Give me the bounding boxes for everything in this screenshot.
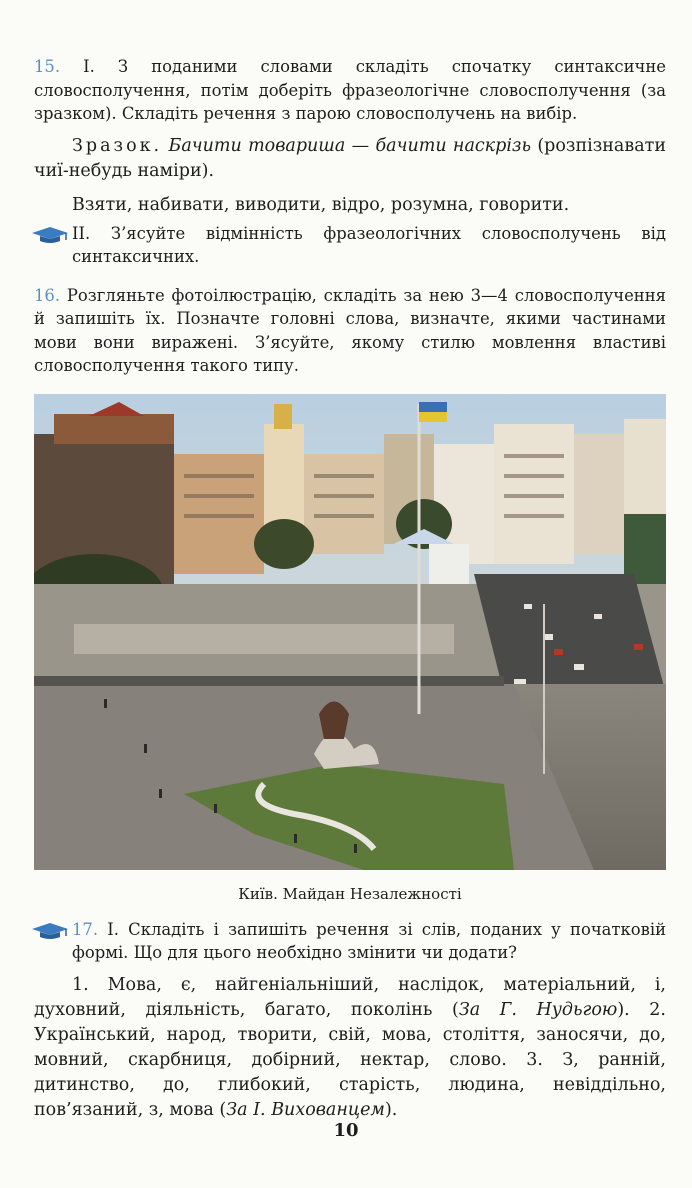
exercise-text: І. З поданими словами складіть спочатку синтаксичне словосполучення, потім доберіть фразеологічне словосполучення (за зразком). Складіть речення з парою словосполучень на вибір. bbox=[34, 57, 666, 123]
exercise-17 bbox=[34, 918, 666, 965]
exercise-15-task-2 bbox=[34, 222, 666, 269]
sentence-1-author: За Г. Нудьгою bbox=[458, 999, 618, 1020]
sample-label: Зразок. bbox=[72, 135, 163, 156]
kyiv-square-photo bbox=[34, 394, 666, 870]
photo-caption: Київ. Майдан Незалежності bbox=[238, 884, 462, 903]
exercise-17-sentences bbox=[34, 973, 666, 1123]
sentence-1: 1. Мова, є, найгеніальніший, наслідок, матеріальний, і, духовний, діяльність, багато, поколінь ( bbox=[34, 974, 666, 1020]
graduation-cap-icon bbox=[30, 920, 70, 940]
page-number: 10 bbox=[333, 1120, 359, 1141]
graduation-cap-icon bbox=[30, 224, 70, 244]
exercise-number: 16. bbox=[34, 285, 61, 305]
word-list: Взяти, набивати, виводити, відро, розумна, говорити. bbox=[72, 194, 570, 215]
exercise-number: 17. bbox=[72, 919, 99, 939]
sentence-3: 3. З, ранній, дитинство, до, глибокий, старість, людина, невіддільно, пов’язаний, з, мова ( bbox=[34, 1049, 666, 1120]
exercise-number: 15. bbox=[34, 57, 61, 76]
sentence-1-end: ). bbox=[617, 999, 630, 1020]
exercise-15 bbox=[34, 55, 666, 126]
sample-rest: (розпізнавати чиї-небудь наміри). bbox=[34, 135, 666, 181]
sample-line bbox=[34, 134, 666, 184]
sentence-2: 2. Український, народ, творити, свій, мова, століття, заносячи, до, мовний, скарбниця, добірний, нектар, слово. bbox=[34, 999, 666, 1070]
exercise-16 bbox=[34, 284, 666, 378]
textbook-page bbox=[34, 55, 666, 1123]
sentence-3-author: За І. Вихованцем bbox=[226, 1099, 385, 1120]
task-2-text: ІІ. З’ясуйте відмінність фразеологічних словосполучень від синтаксичних. bbox=[72, 223, 666, 266]
exercise-text: І. Складіть і запишіть речення зі слів, поданих у початковій формі. Що для цього необхідно змінити чи додати? bbox=[72, 919, 666, 962]
exercise-text: Розгляньте фотоілюстрацію, складіть за нею 3—4 словосполучення й запишіть їх. Позначте головні слова, визначте, якими частинами мови вони виражені. З’ясуйте, якому стилю мовлення властиві словосполучення такого типу. bbox=[34, 285, 667, 375]
sample-italic: Бачити товариша — бачити наскрізь bbox=[168, 135, 532, 156]
sentence-3-end: ). bbox=[384, 1099, 398, 1120]
